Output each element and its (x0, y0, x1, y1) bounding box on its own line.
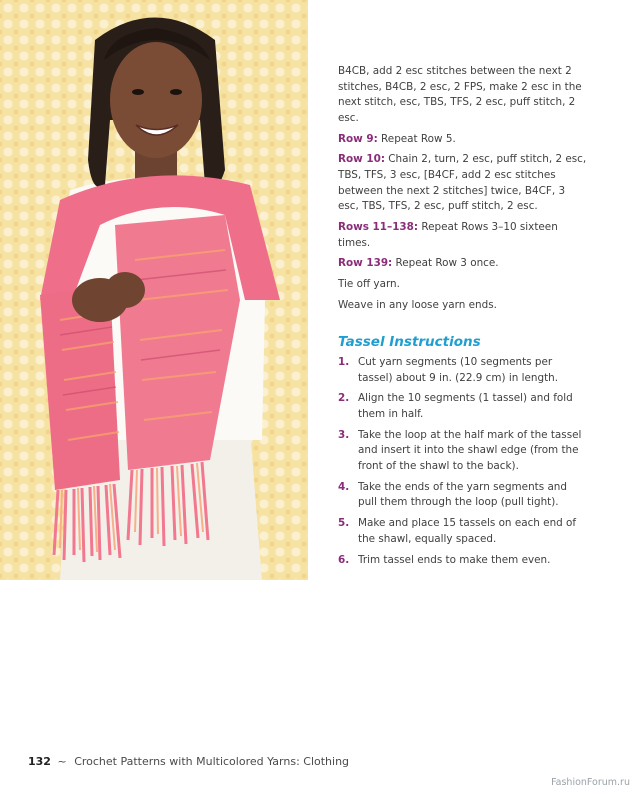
list-item (338, 391, 588, 422)
page-number: 132 (28, 755, 51, 768)
row-9 (338, 132, 588, 148)
row-label: Row 139: (338, 257, 393, 270)
row-139 (338, 256, 588, 272)
step-number: 5. (338, 517, 350, 530)
step-number: 3. (338, 428, 350, 441)
step-text: Make and place 15 tassels on each end of the shawl, equally spaced. (358, 517, 577, 545)
step-text: Cut yarn segments (10 segments per tassel) about 9 in. (22.9 cm) in length. (358, 356, 559, 384)
list-item (338, 355, 588, 386)
row-text: Repeat Rows 3–10 sixteen times. (338, 220, 558, 249)
book-title: Crochet Patterns with Multicolored Yarns: Clothing (74, 755, 350, 768)
model-illustration (0, 0, 308, 580)
tassel-steps-list (338, 355, 588, 568)
row-label: Rows 11–138: (338, 220, 419, 233)
row8-continuation: B4CB, add 2 esc stitches between the next 2 stitches, B4CB, 2 esc, 2 FPS, make 2 esc in the next stitch, esc, TBS, TFS, 2 esc, puff stitch, 2 esc. (338, 65, 582, 124)
page-footer (28, 755, 349, 768)
row-text: Chain 2, turn, 2 esc, puff stitch, 2 esc, TBS, TFS, 3 esc, [B4CF, add 2 esc stitches between the next 2 stitches] twice, B4CF, 3 esc, TBS, TFS, 2 esc, puff stitch, 2 esc. (338, 153, 587, 213)
row-label: Row 10: (338, 153, 385, 166)
row-10 (338, 152, 588, 214)
step-text: Take the loop at the half mark of the tassel and insert it into the shawl edge (from the front of the shawl to the back). (358, 428, 582, 472)
watermark: FashionForum.ru (551, 777, 630, 788)
step-text: Take the ends of the yarn segments and pull them through the loop (pull tight). (358, 480, 567, 509)
cover-photo (0, 0, 308, 580)
step-number: 2. (338, 392, 350, 405)
tie-off-text: Tie off yarn. (338, 278, 400, 291)
tassel-section-title: Tassel Instructions (338, 334, 481, 351)
list-item (338, 516, 588, 547)
step-number: 6. (338, 553, 350, 566)
row-text: Repeat Row 5. (377, 132, 456, 145)
weave-text: Weave in any loose yarn ends. (338, 298, 497, 311)
step-number: 4. (338, 480, 350, 493)
list-item (338, 553, 588, 569)
instructions-column (338, 64, 588, 573)
footer-separator: ~ (57, 755, 67, 768)
row-label: Row 9: (338, 132, 378, 145)
step-text: Align the 10 segments (1 tassel) and fold them in half. (358, 392, 573, 420)
list-item (338, 480, 588, 511)
rows-11-138 (338, 220, 588, 251)
step-number: 1. (338, 356, 350, 369)
row-text: Repeat Row 3 once. (392, 257, 499, 270)
step-text: Trim tassel ends to make them even. (358, 553, 551, 566)
list-item (338, 428, 588, 475)
